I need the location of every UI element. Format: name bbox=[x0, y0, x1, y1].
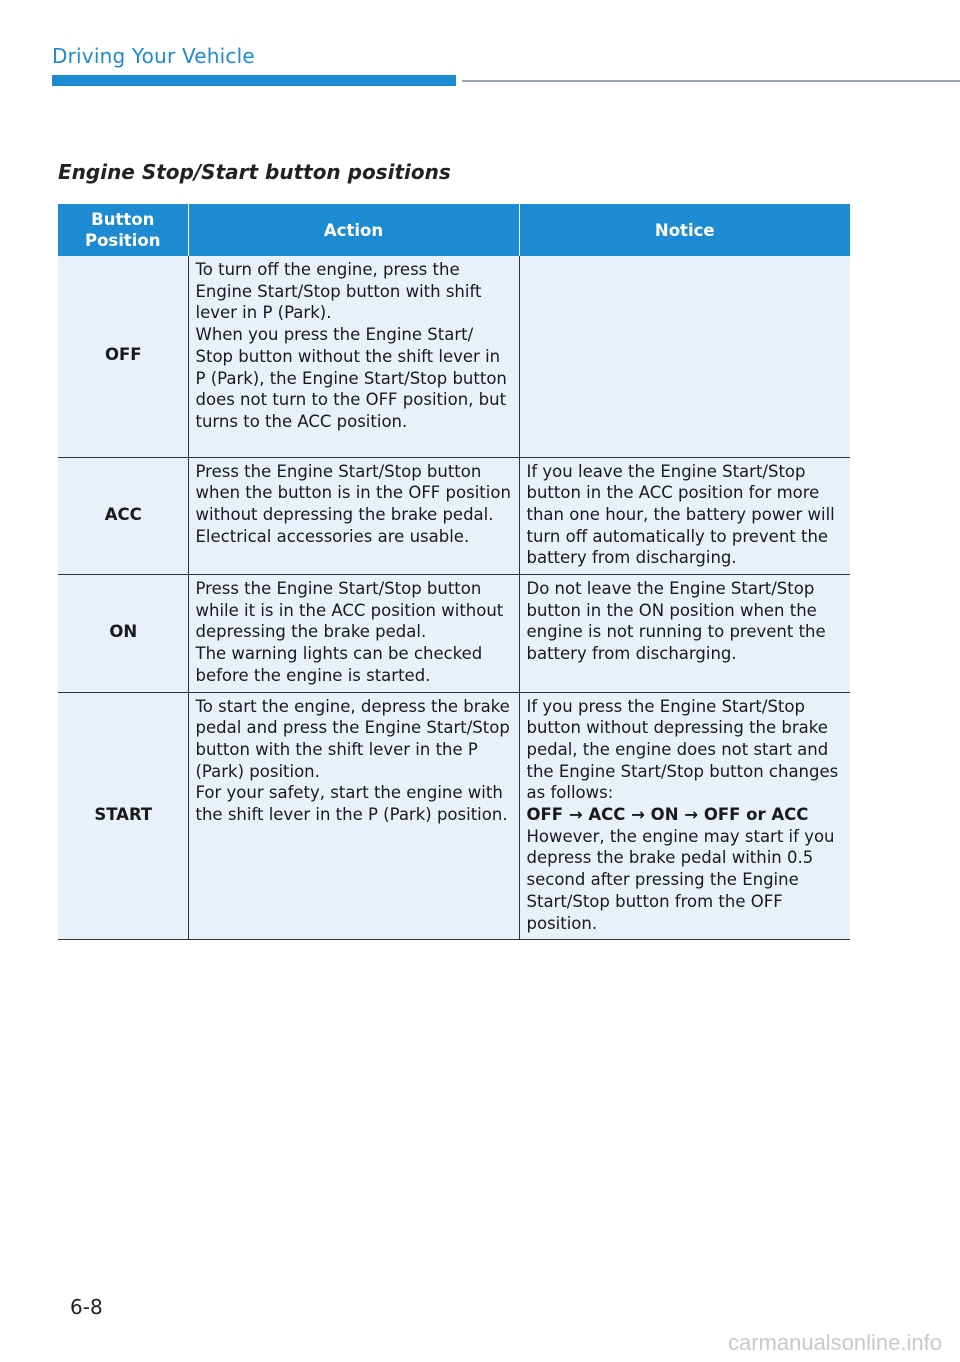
position-sequence: OFF → ACC → ON → OFF or ACC bbox=[526, 805, 809, 825]
row-position: ACC bbox=[58, 457, 188, 575]
row-action bbox=[188, 692, 519, 940]
header-button-position: Button Position bbox=[58, 204, 188, 256]
section-title: Engine Stop/Start button positions bbox=[58, 160, 451, 184]
row-notice: Do not leave the Engine Start/Stop button in the ON position when the engine is not running to prevent the battery from discharging. bbox=[519, 575, 850, 693]
button-positions-table bbox=[58, 204, 850, 940]
notice-text: If you press the Engine Start/Stop button without depressing the brake pedal, the engine does not start and the Engine Start/Stop button changes as follows: bbox=[526, 696, 839, 803]
header-rule bbox=[462, 80, 960, 82]
table-row bbox=[58, 256, 850, 457]
action-text: Electrical accessories are usable. bbox=[195, 526, 470, 546]
table-row bbox=[58, 457, 850, 575]
header-accent-bar bbox=[52, 75, 456, 86]
row-notice bbox=[519, 692, 850, 940]
header-notice: Notice bbox=[519, 204, 850, 256]
table-row bbox=[58, 575, 850, 693]
action-text: Press the Engine Start/Stop button while it is in the ACC position without depressing the brake pedal. bbox=[195, 579, 504, 642]
row-position: OFF bbox=[58, 256, 188, 457]
chapter-title: Driving Your Vehicle bbox=[52, 44, 255, 68]
action-text: When you press the Engine Start/ Stop button without the shift lever in P (Park), the Engine Start/Stop button does not turn to the OFF position, but turns to the ACC position. bbox=[195, 325, 507, 431]
row-notice bbox=[519, 256, 850, 457]
row-action bbox=[188, 575, 519, 693]
row-position: ON bbox=[58, 575, 188, 693]
table-row bbox=[58, 692, 850, 940]
notice-text: However, the engine may start if you depress the brake pedal within 0.5 second after pressing the Engine Start/Stop button from the OFF position. bbox=[526, 826, 835, 933]
row-notice: If you leave the Engine Start/Stop button in the ACC position for more than one hour, the battery power will turn off automatically to prevent the battery from discharging. bbox=[519, 457, 850, 575]
action-text: To start the engine, depress the brake pedal and press the Engine Start/Stop button with the shift lever in the P (Park) position. bbox=[195, 696, 510, 781]
page-number: 6-8 bbox=[70, 1295, 103, 1319]
action-text: To turn off the engine, press the Engine Start/Stop button with shift lever in P (Park). bbox=[195, 260, 482, 323]
watermark: carmanualsonline.info bbox=[727, 1330, 942, 1355]
action-text: Press the Engine Start/Stop button when the button is in the OFF position without depressing the brake pedal. bbox=[195, 461, 511, 524]
action-text: The warning lights can be checked before the engine is started. bbox=[195, 644, 483, 685]
row-position: START bbox=[58, 692, 188, 940]
action-text: For your safety, start the engine with the shift lever in the P (Park) position. bbox=[195, 783, 508, 825]
row-action bbox=[188, 256, 519, 457]
row-action bbox=[188, 457, 519, 575]
header-action: Action bbox=[188, 204, 519, 256]
table-header-row bbox=[58, 204, 850, 256]
